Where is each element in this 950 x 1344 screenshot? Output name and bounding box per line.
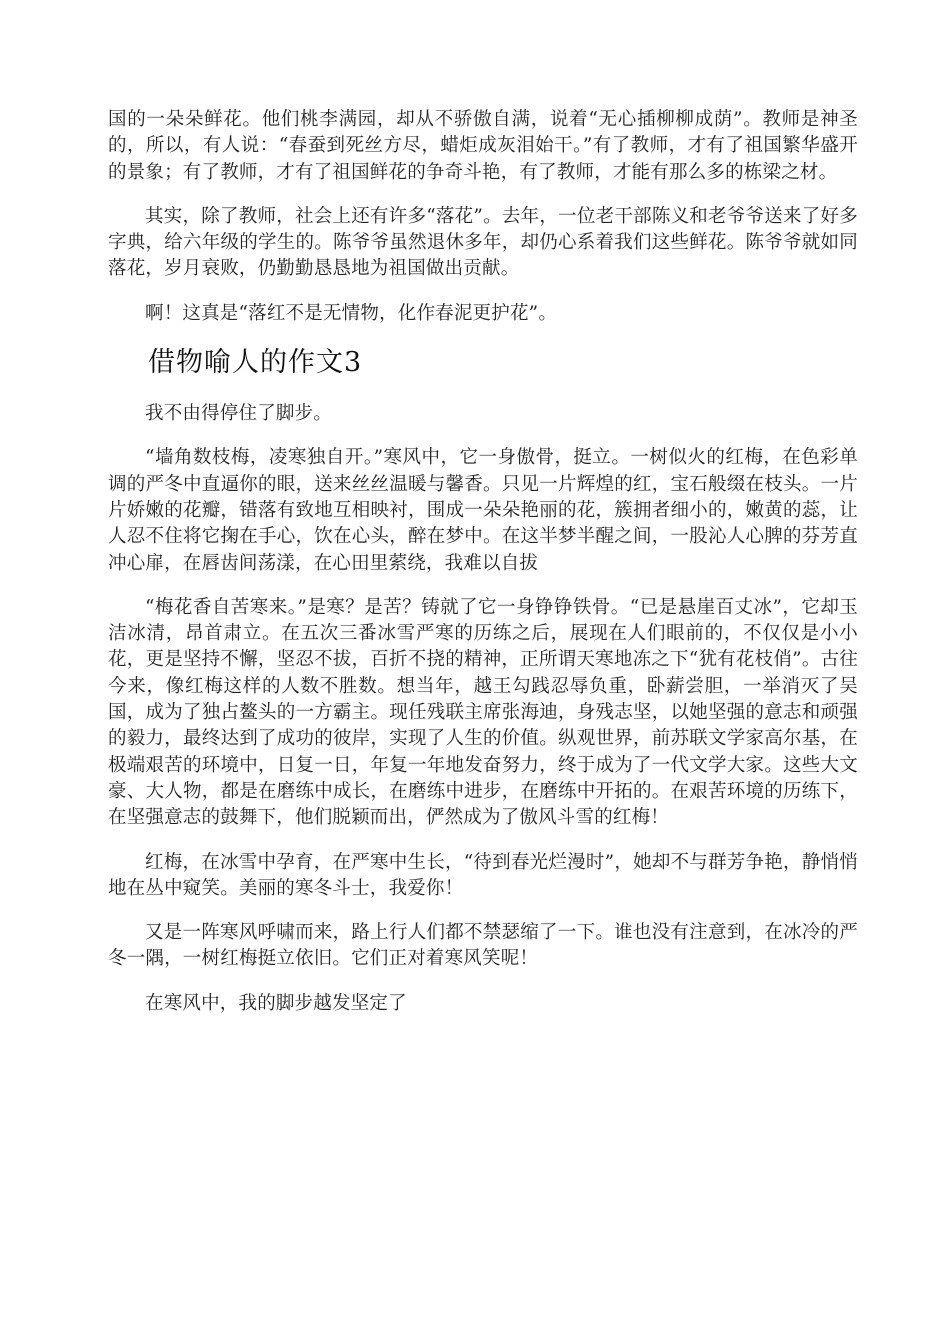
paragraph-closing: 在寒风中，我的脚步越发坚定了 (145, 992, 407, 1014)
paragraph-plum-description: “墙角数枝梅，凌寒独自开。”寒风中，它一身傲骨，挺立。一树似火的红梅，在色彩单调的严冬中直逼你的眼，送来丝丝温暖与馨香。只见一片辉煌的红，宝石般缀在枝头。一片片娇嫩的花瓣，错落有致地互相映衬，围成一朵朵艳丽的花，簇拥者细小的，嫩黄的蕊，让人忍不住将它掬在手心，饮在心头，醉在梦中。在这半梦半醒之间，一股沁人心脾的芬芳直冲心扉，在唇齿间荡漾，在心田里萦绕，我难以自拔 (108, 447, 858, 574)
paragraph-opening: 我不由得停住了脚步。 (145, 403, 333, 425)
paragraph-plum-spirit: “梅花香自苦寒来。”是寒？是苦？铸就了它一身铮铮铁骨。“已是悬崖百丈冰”，它却玉洁冰清，昂首肃立。在五次三番冰雪严寒的历练之后，展现在人们眼前的，不仅仅是小小花，更是坚持不懈，坚忍不拔，百折不挠的精神，正所谓天寒地冻之下“犹有花枝俏”。古往今来，像红梅这样的人数不胜数。想当年，越王勾践忍辱负重，卧薪尝胆，一举消灭了吴国，成为了独占鳌头的一方霸主。现任残联主席张海迪，身残志坚，以她坚强的意志和顽强的毅力，最终达到了成功的彼岸，实现了人生的价值。纵观世界，前苏联文学家高尔基，在极端艰苦的环境中，日复一日，年复一年地发奋努力，终于成为了一代文学大家。这些大文豪、大人物，都是在磨练中成长，在磨练中进步，在磨练中开拓的。在艰苦环境的历练下，在坚强意志的鼓舞下，他们脱颖而出，俨然成为了傲风斗雪的红梅！ (108, 596, 858, 829)
paragraph-exclamation: 啊！这真是“落红不是无情物，化作春泥更护花”。 (145, 302, 558, 324)
paragraph-cold-wind: 又是一阵寒风呼啸而来，路上行人们都不禁瑟缩了一下。谁也没有注意到，在冰冷的严冬一隅，一树红梅挺立依旧。它们正对着寒风笑呢！ (108, 922, 858, 970)
paragraph-continued: 国的一朵朵鲜花。他们桃李满园，却从不骄傲自满，说着“无心插柳柳成荫”。教师是神圣的，所以，有人说：“春蚕到死丝方尽，蜡炬成灰泪始干。”有了教师，才有了祖国繁华盛开的景象；有了教师，才有了祖国鲜花的争奇斗艳，有了教师，才能有那么多的栋梁之材。 (108, 109, 858, 183)
paragraph-plum-praise: 红梅，在冰雪中孕育，在严寒中生长，“待到春光烂漫时”，她却不与群芳争艳，静悄悄地在丛中窥笑。美丽的寒冬斗士，我爱你！ (108, 851, 858, 899)
document-body (108, 107, 858, 1035)
section-heading: 借物喻人的作文3 (148, 347, 363, 379)
paragraph-fallen-flowers: 其实，除了教师，社会上还有许多“落花”。去年，一位老干部陈义和老爷爷送来了好多字典，给六年级的学生的。陈爷爷虽然退休多年，却仍心系着我们这些鲜花。陈爷爷就如同落花，岁月衰败，仍勤勤恳恳地为祖国做出贡献。 (108, 205, 858, 280)
